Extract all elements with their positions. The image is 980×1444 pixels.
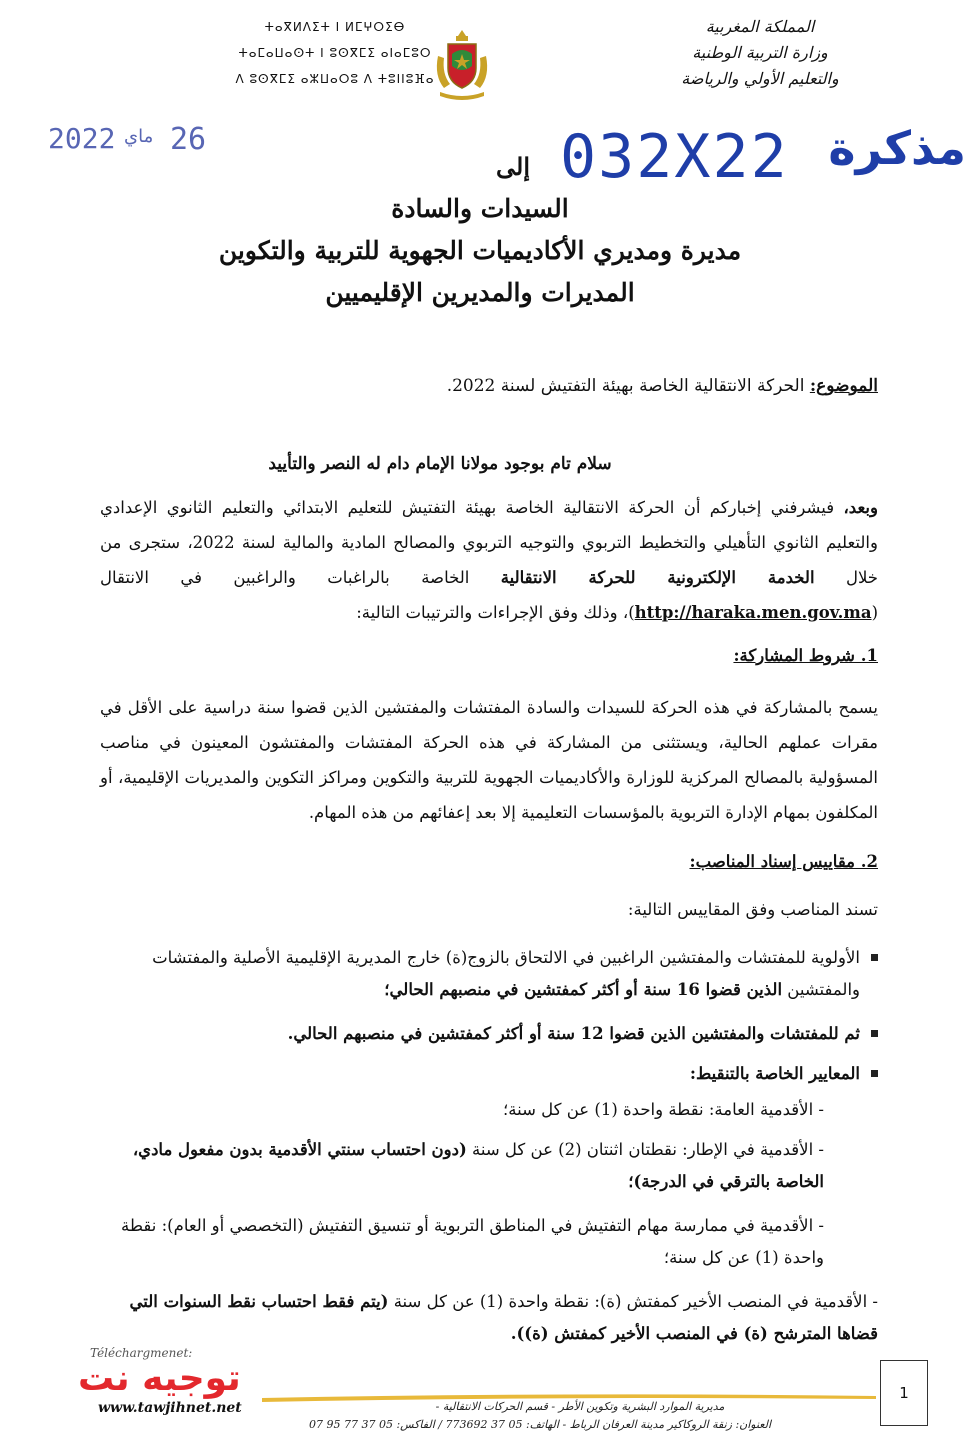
bullet-square-icon: [871, 1030, 878, 1037]
subject-label: الموضوع:: [809, 376, 878, 396]
footer-address: العنوان: زنقة الروكاكير مدينة العرفان الرباط - الهاتف: 05 37 773692 / الفاكس: 05 37 77 95 07: [308, 1418, 772, 1431]
page-number: 1: [880, 1360, 928, 1426]
intro-paragraph: [100, 490, 878, 630]
bullet-1-text: الأولوية للمفتشات والمفتشين الراغبين في الالتحاق بالزوج(ة) خارج المديرية الإقليمية الأصلية والمفتشات والمفتشين: [152, 948, 860, 999]
section-1-title: 1. شروط المشاركة:: [733, 646, 878, 665]
scoring-item-2: [96, 1134, 824, 1198]
bullet-square-icon: [871, 1070, 878, 1077]
scoring-item-4: [96, 1286, 878, 1350]
bullet-2-bold: الذين قضوا 12 سنة أو أكثر كمفتشين في منصبهم الحالي.: [287, 1024, 686, 1043]
subject-text: الحركة الانتقالية الخاصة بهيئة التفتيش لسنة 2022.: [446, 376, 810, 396]
addressee-line-1: السيدات والسادة: [391, 194, 569, 223]
download-label: Téléchargmenet:: [90, 1346, 193, 1360]
scoring-item-4-text: - الأقدمية في المنصب الأخير كمفتش (ة): نقطة واحدة (1) عن كل سنة: [388, 1292, 878, 1311]
kingdom-name: المملكة المغربية: [705, 17, 815, 36]
intro-lead: وبعد،: [843, 498, 878, 517]
date-day: 26: [170, 122, 207, 157]
intro-bold: الخدمة الإلكترونية للحركة الانتقالية: [500, 568, 815, 587]
section-1-text: يسمح بالمشاركة في هذه الحركة للسيدات والسادة المفتشات والمفتشين الذين قضوا سنة دراسية على الأقل في مقرات عملهم الحالية، ويستثنى من المشاركة في هذه الحركة المفتشات والمفتشون المعينون في مناصب المسؤولية بالمصالح المركزية للوزارة والأكاديميات الجهوية للتربية والتكوين ومراكز التكوين والمديريات الإقليمية، أو المكلفون بمهام الإدارة التربوية بالمؤسسات التعليمية إلا بعد إعفائهم من هذه المهام.: [100, 698, 878, 822]
bullet-2-text: ثم للمفتشات والمفتشين: [685, 1024, 860, 1043]
date-month: ماي: [124, 126, 154, 147]
addressee-line-2: مديرة ومديري الأكاديميات الجهوية للتربية والتكوين: [218, 236, 742, 265]
footer-department: مديرية الموارد البشرية وتكوين الأطر - قسم الحركات الانتقالية -: [435, 1400, 725, 1413]
site-logo: توجيه نت: [78, 1358, 241, 1399]
haraka-link[interactable]: http://haraka.men.gov.ma: [634, 603, 872, 622]
scoring-item-2-text: - الأقدمية في الإطار: نقطتان اثنتان (2) عن كل سنة: [466, 1140, 824, 1159]
tifinagh-line-1: ⵜⴰⴳⵍⴷⵉⵜ ⵏ ⵍⵎⵖⵔⵉⴱ: [264, 20, 406, 34]
to-label: إلى: [496, 152, 530, 181]
site-url[interactable]: www.tawjihnet.net: [98, 1400, 242, 1416]
section-2-title: 2. مقاييس إسناد المناصب:: [689, 852, 878, 871]
scoring-item-2-bold: (دون احتساب سنتي الأقدمية بدون مفعول مادي، الخاصة بالترقي في الدرجة)؛: [132, 1140, 824, 1191]
ministry-name-cont: والتعليم الأولي والرياضة: [681, 69, 839, 88]
intro-text-3: )، وذلك وفق الإجراءات والترتيبات التالية:: [356, 603, 635, 622]
memo-word-stamp: مذكرة: [828, 121, 966, 175]
scoring-item-3: - الأقدمية في ممارسة مهام التفتيش في المناطق التربوية أو تنسيق التفتيش (التخصصي أو العام): نقطة واحدة (1) عن كل سنة؛: [121, 1216, 824, 1267]
bullet-3-bold: المعايير الخاصة بالتنقيط:: [689, 1064, 860, 1083]
criteria-bullet-3: [96, 1058, 860, 1090]
scoring-item-4-bold: (يتم فقط احتساب نقط السنوات التي قضاها المترشح (ة) في المنصب الأخير كمفتش (ة)).: [129, 1292, 878, 1343]
intro-text-2: الخاصة بالراغبات والراغبين في الانتقال (: [100, 568, 878, 622]
bullet-square-icon: [871, 954, 878, 961]
intro-text-1: فيشرفني إخباركم أن الحركة الانتقالية الخاصة بهيئة التفتيش للتعليم الابتدائي والتعليم الثانوي الإعدادي والتعليم الثانوي التأهيلي والتخطيط التربوي والتوجيه التربوي والمصالح المادية والمالية لسنة 2022، ستجرى من خلال: [100, 498, 879, 587]
tifinagh-line-3: ⴷ ⵓⵙⴳⵎⵉ ⴰⵣⵡⴰⵔⵓ ⴷ ⵜⵓⵏⵏⵓⴼⴰ: [235, 72, 435, 86]
section-2-intro: تسند المناصب وفق المقاييس التالية:: [627, 900, 878, 919]
scoring-item-1: - الأقدمية العامة: نقطة واحدة (1) عن كل سنة؛: [503, 1100, 824, 1119]
date-year: 2022: [48, 122, 116, 155]
date-stamp: [48, 122, 228, 162]
tifinagh-line-2: ⵜⴰⵎⴰⵡⴰⵙⵜ ⵏ ⵓⵙⴳⵎⵉ ⴰⵏⴰⵎⵓⵔ: [238, 46, 432, 60]
criteria-bullet-2: [96, 1018, 860, 1050]
ministry-header-arabic: [660, 14, 860, 92]
criteria-bullet-1: [96, 942, 860, 1006]
ministry-name: وزارة التربية الوطنية: [692, 43, 828, 62]
subject-line: [447, 376, 878, 396]
ministry-header-tifinagh: [230, 14, 440, 92]
bullet-1-bold: الذين قضوا 16 سنة أو أكثر كمفتشين في منصبهم الحالي؛: [384, 980, 783, 999]
addressee-line-3: المديرات والمديرين الإقليميين: [325, 278, 635, 307]
salutation: سلام تام بوجود مولانا الإمام دام له النصر والتأييد: [268, 454, 612, 474]
reference-number-stamp: 032X22: [560, 122, 789, 192]
